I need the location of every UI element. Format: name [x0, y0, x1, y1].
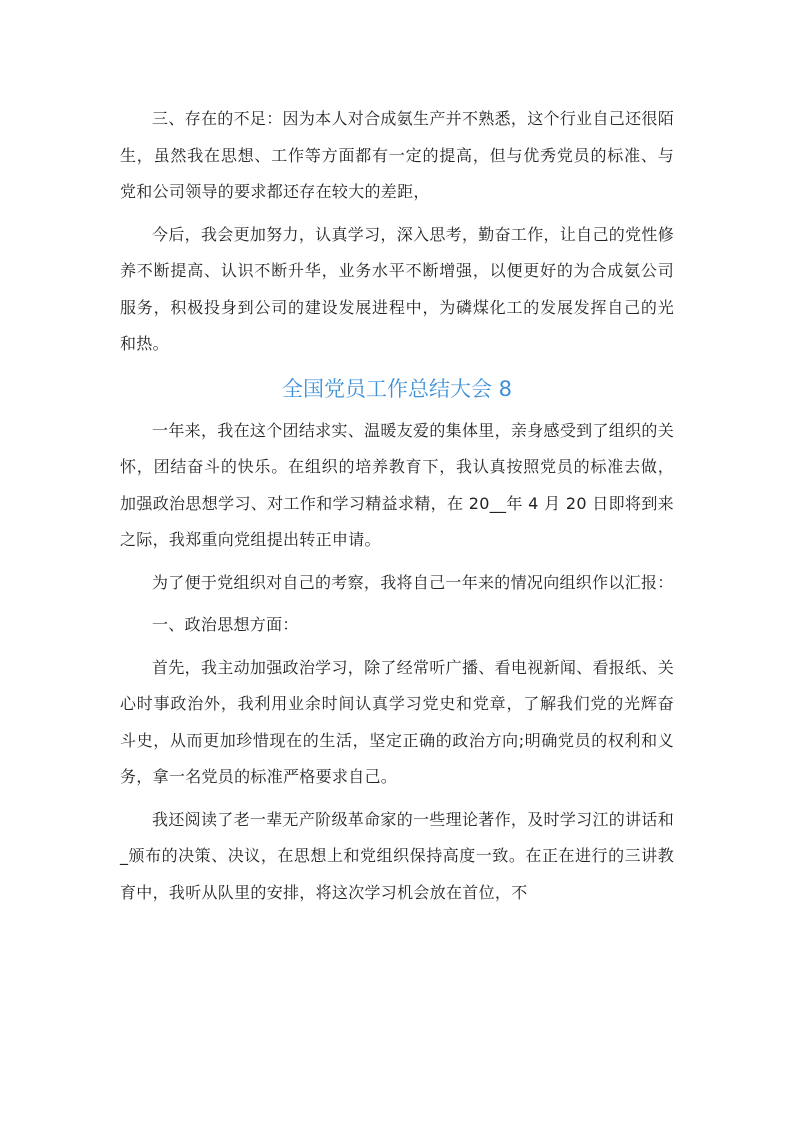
paragraph-year-summary: 一年来，我在这个团结求实、温暖友爱的集体里，亲身感受到了组织的关怀，团结奋斗的快乐。在组织的培养教育下，我认真按照党员的标准去做，加强政治思想学习、对工作和学习精益求精，在 20__年 4 月 20 日即将到来之际，我郑重向党组提出转正申请。	[120, 420, 674, 549]
paragraph-report-intro: 为了便于党组织对自己的考察，我将自己一年来的情况向组织作以汇报：	[152, 572, 674, 592]
paragraph-future-plans: 今后，我会更加努力，认真学习，深入思考，勤奋工作，让自己的党性修养不断提高、认识不断升华，业务水平不断增强，以便更好的为合成氨公司服务，积极投身到公司的建设发展进程中，为磷煤化工的发展发挥自己的光和热。	[120, 224, 674, 353]
subheading-political-thought: 一、政治思想方面：	[152, 615, 299, 634]
paragraph-theory-reading: 我还阅读了老一辈无产阶级革命家的一些理论著作，及时学习江的讲话和_颁布的决策、决议，在思想上和党组织保持高度一致。在正在进行的三讲教育中，我听从队里的安排，将这次学习机会放在首位，不	[120, 809, 674, 902]
paragraph-shortcomings: 三、存在的不足：因为本人对合成氨生产并不熟悉，这个行业自己还很陌生，虽然我在思想、工作等方面都有一定的提高，但与优秀党员的标准、与党和公司领导的要求都还存在较大的差距，	[120, 109, 674, 201]
section-title: 全国党员工作总结大会 8	[281, 376, 513, 401]
document-body	[120, 101, 674, 917]
paragraph-political-study: 首先，我主动加强政治学习，除了经常听广播、看电视新闻、看报纸、关心时事政治外，我利用业余时间认真学习党史和党章，了解我们党的光辉奋斗史，从而更加珍惜现在的生活，坚定正确的政治方向;明确党员的权利和义务，拿一名党员的标准严格要求自己。	[120, 657, 674, 786]
